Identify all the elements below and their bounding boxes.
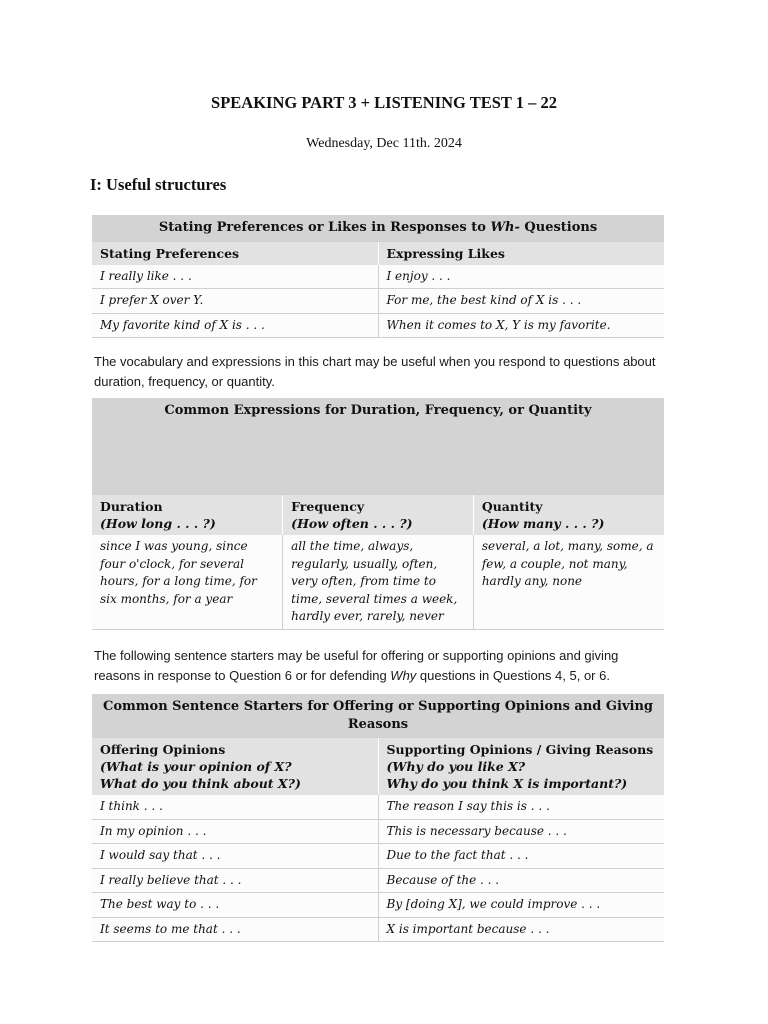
intro-paragraph: The vocabulary and expressions in this chart may be useful when you respond to questions about duration, frequency, or quantity. — [94, 354, 656, 389]
table-cell: The reason I say this is . . . — [378, 795, 664, 819]
table-cell: By [doing X], we could improve . . . — [378, 893, 664, 918]
table-cell: X is important because . . . — [378, 917, 664, 942]
table-cell: I enjoy . . . — [378, 265, 664, 289]
paragraph-emphasis: Why — [390, 668, 417, 683]
document-date: Wednesday, Dec 11th. 2024 — [306, 136, 462, 151]
header-question: (How long . . . ?) — [100, 516, 216, 531]
table-cell: In my opinion . . . — [92, 819, 378, 844]
paragraph-text: The following sentence starters may be useful for offering or supporting opinions and giving reasons in response to Question 6 or for defending — [94, 648, 619, 683]
header-question: (How many . . . ?) — [481, 516, 605, 531]
page-title: SPEAKING PART 3 + LISTENING TEST 1 – 22 — [211, 93, 557, 112]
table-row — [92, 917, 664, 942]
table-cell: Due to the fact that . . . — [378, 844, 664, 869]
table-cell: I prefer X over Y. — [92, 289, 378, 314]
column-header: Expressing Likes — [378, 241, 664, 265]
column-header — [473, 495, 664, 536]
header-label: Duration — [100, 499, 163, 514]
table-cell: I really believe that . . . — [92, 868, 378, 893]
header-label: Quantity — [481, 499, 543, 514]
table-cell: Because of the . . . — [378, 868, 664, 893]
header-label: Supporting Opinions / Giving Reasons — [386, 742, 654, 757]
table-row — [92, 289, 664, 314]
table-cell: For me, the best kind of X is . . . — [378, 289, 664, 314]
table-row — [92, 535, 664, 630]
paragraph-text: questions in Questions 4, 5, or 6. — [416, 668, 610, 683]
table-cell: I really like . . . — [92, 265, 378, 289]
section-heading: I: Useful structures — [90, 175, 227, 194]
table-cell: several, a lot, many, some, a few, a couple, not many, hardly any, none — [473, 535, 664, 630]
preferences-table — [92, 215, 664, 338]
column-header: Stating Preferences — [92, 241, 378, 265]
header-question: (How often . . . ?) — [291, 516, 413, 531]
header-label: Frequency — [291, 499, 365, 514]
table-row — [92, 868, 664, 893]
table-row — [92, 313, 664, 338]
caption-text: Stating Preferences or Likes in Responses to — [158, 220, 491, 235]
column-header — [92, 738, 378, 796]
expressions-table — [92, 398, 664, 630]
table-cell: This is necessary because . . . — [378, 819, 664, 844]
header-question: (What is your opinion of X? — [100, 759, 292, 774]
table-row — [92, 795, 664, 819]
starters-paragraph — [92, 646, 664, 694]
table-cell: It seems to me that . . . — [92, 917, 378, 942]
header-question: What do you think about X?) — [100, 776, 301, 791]
column-header — [283, 495, 474, 536]
table-cell: My favorite kind of X is . . . — [92, 313, 378, 338]
table-cell: all the time, always, regularly, usually, often, very often, from time to time, several times a week, hardly ever, rarely, never — [283, 535, 474, 630]
caption-text: Questions — [519, 220, 598, 235]
header-label: Offering Opinions — [100, 742, 226, 757]
table-row — [92, 844, 664, 869]
table-cell: since I was young, since four o'clock, for several hours, for a long time, for six months, for a year — [92, 535, 283, 630]
table-caption: Common Expressions for Duration, Frequency, or Quantity — [92, 398, 664, 495]
table-cell: The best way to . . . — [92, 893, 378, 918]
header-question: Why do you think X is important?) — [386, 776, 628, 791]
table-cell: When it comes to X, Y is my favorite. — [378, 313, 664, 338]
column-header — [92, 495, 283, 536]
column-header — [378, 738, 664, 796]
caption-emphasis: Wh- — [490, 220, 520, 235]
table-row — [92, 893, 664, 918]
header-question: (Why do you like X? — [386, 759, 526, 774]
table-row — [92, 265, 664, 289]
table-cell: I think . . . — [92, 795, 378, 819]
sentence-starters-table — [92, 694, 664, 942]
scanned-textbook-excerpt — [92, 215, 664, 942]
table-caption — [92, 215, 664, 241]
table-cell: I would say that . . . — [92, 844, 378, 869]
table-row — [92, 819, 664, 844]
table-caption: Common Sentence Starters for Offering or Supporting Opinions and Giving Reasons — [92, 694, 664, 738]
